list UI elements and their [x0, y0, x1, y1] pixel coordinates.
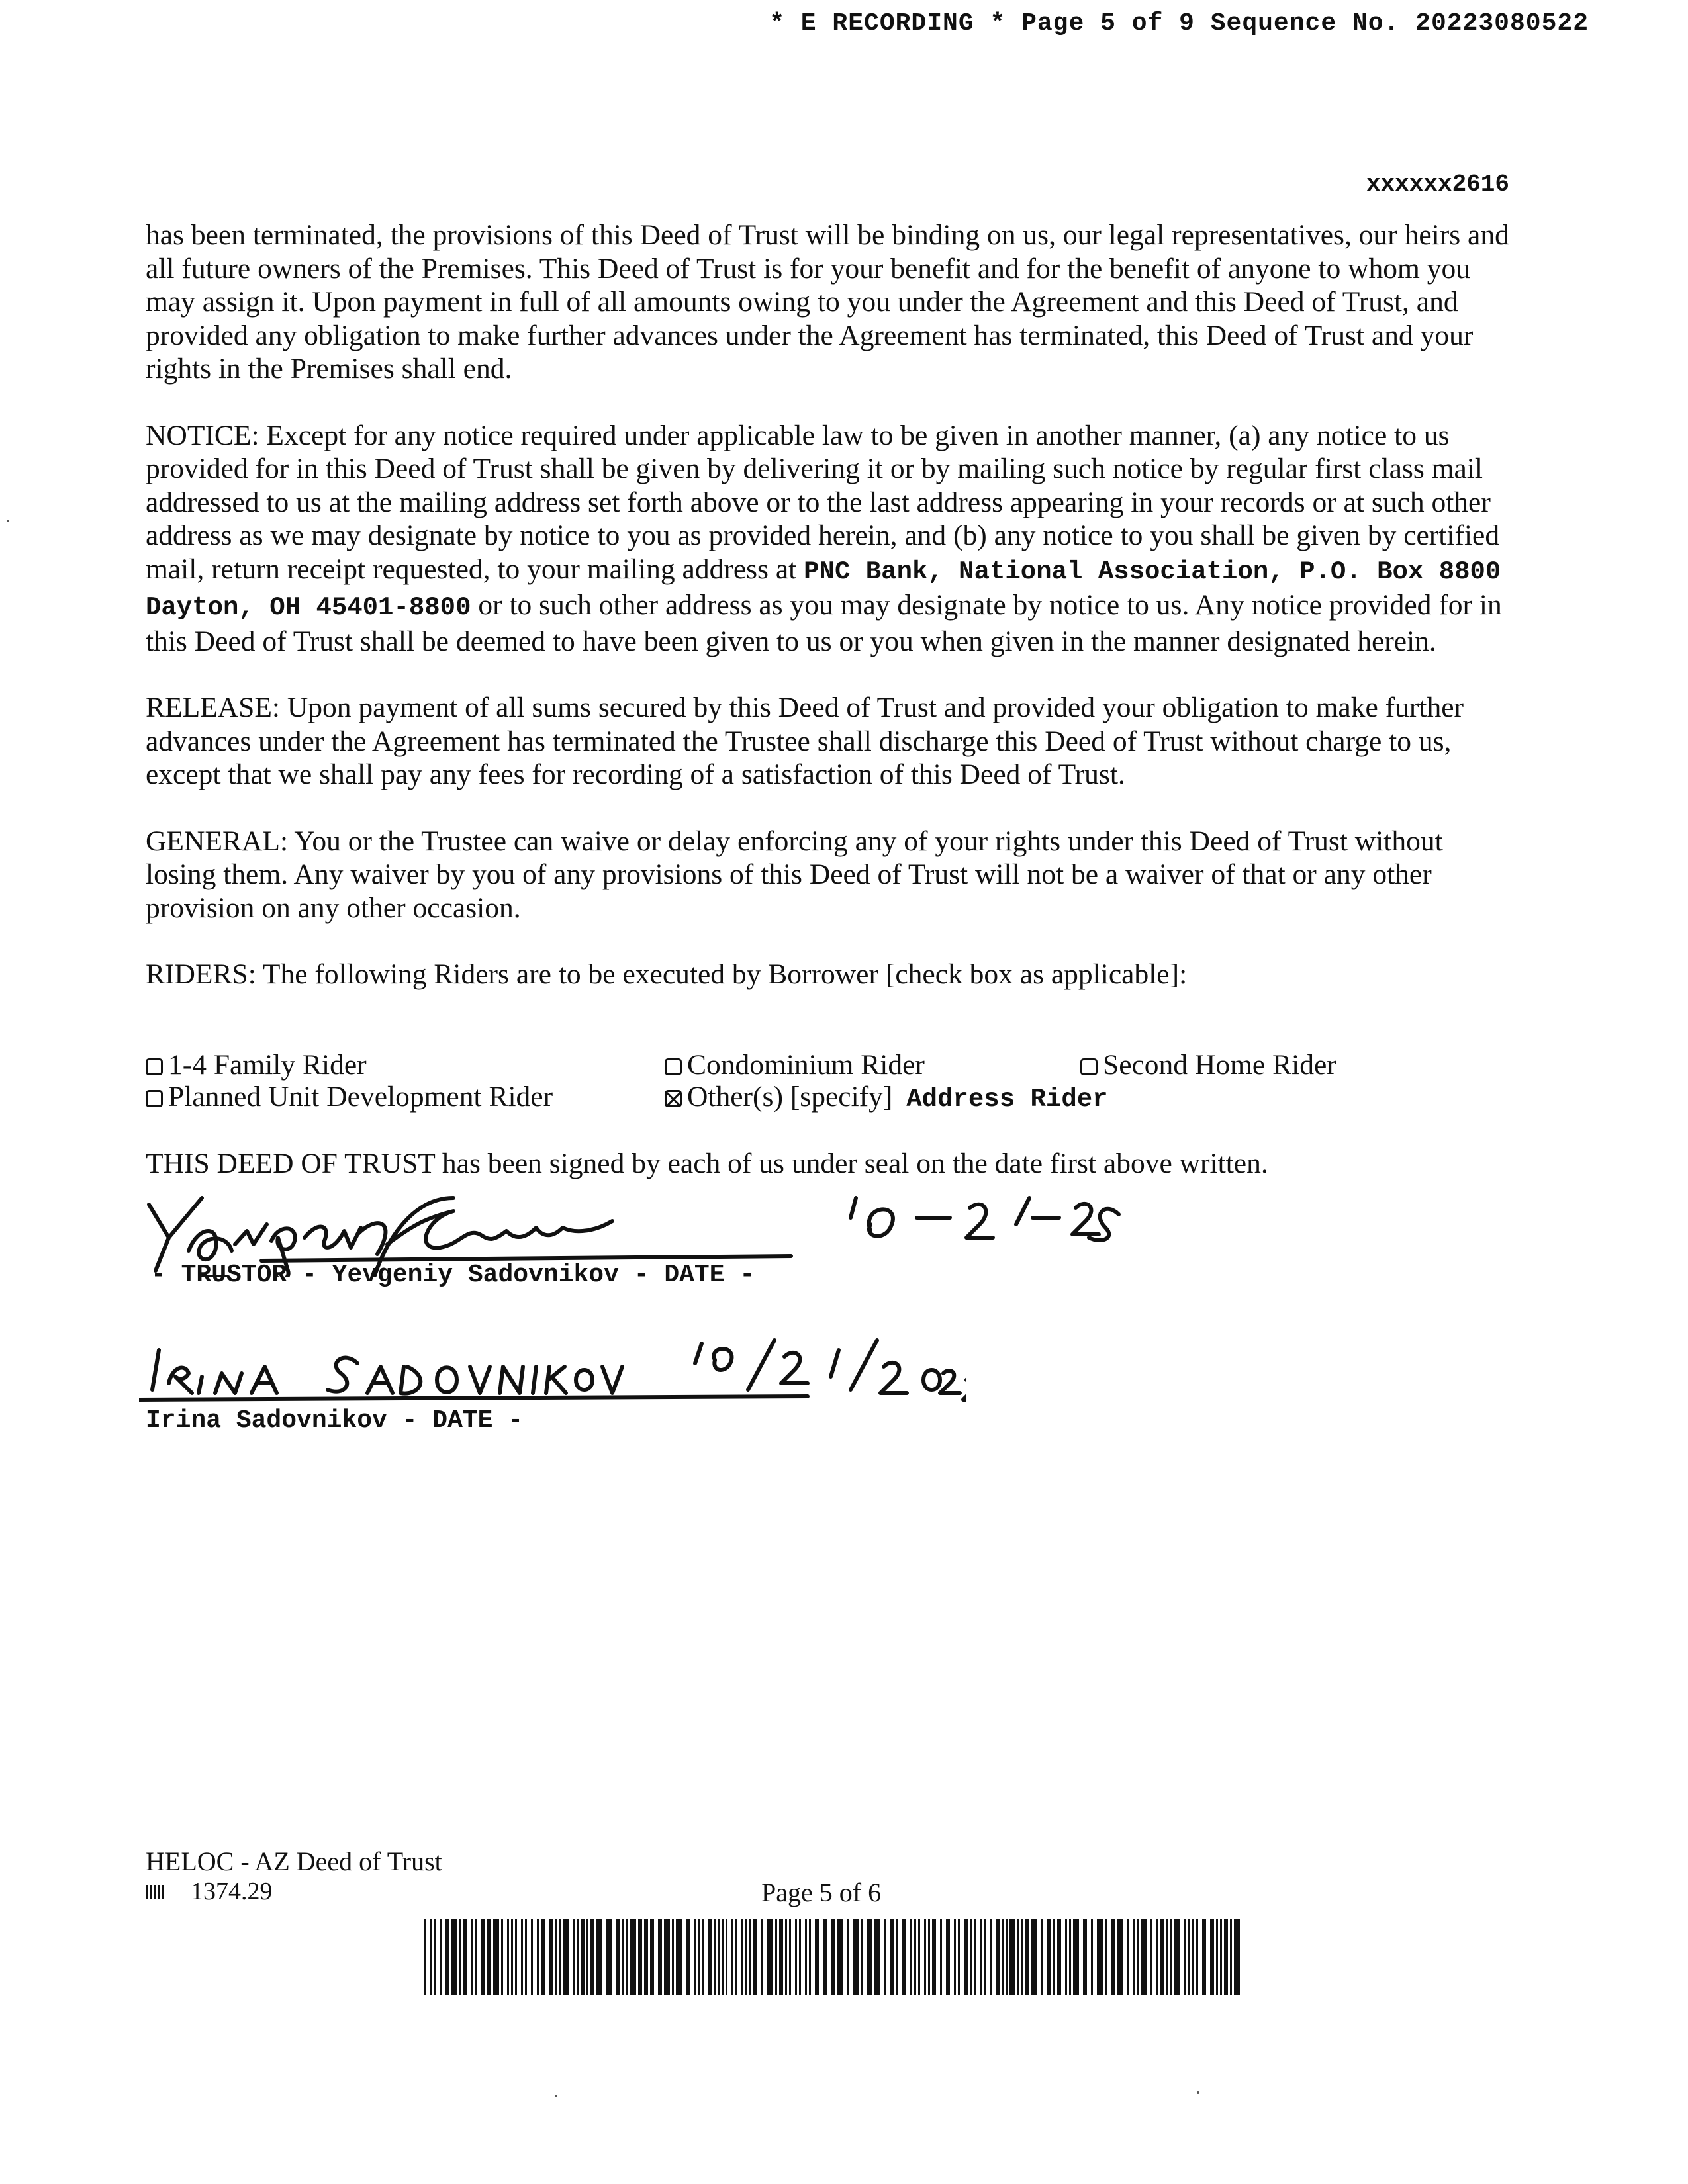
barcode-bar: [606, 1919, 612, 1995]
checkbox-icon[interactable]: [665, 1058, 682, 1075]
barcode-bar: [1202, 1919, 1206, 1995]
continuation-paragraph: has been terminated, the provisions of this Deed of Trust will be binding on us, our legal representatives, our heirs and all future owners of the Premises. This Deed of Trust is for your benefit and for the benefit of anyone to whom you may assign it. Upon payment in full of all amounts owing to you under the Agreement and this Deed of Trust, and provided any obligation to make further advances under the Agreement has terminated, this Deed of Trust and your rights in the Premises shall end.: [146, 219, 1509, 385]
barcode-bar: [440, 1919, 442, 1995]
barcode-bar: [1091, 1919, 1093, 1995]
barcode-bar: [1160, 1919, 1164, 1995]
barcode-bar: [586, 1919, 588, 1995]
trustor-1-signature-label: - TRUSTOR - Yevgeniy Sadovnikov - DATE -: [151, 1261, 755, 1289]
form-title: HELOC - AZ Deed of Trust: [146, 1846, 442, 1876]
barcode-bar: [650, 1919, 654, 1995]
barcode-bar: [785, 1919, 787, 1995]
barcode-bar: [541, 1919, 545, 1995]
barcode-bar: [694, 1919, 696, 1995]
barcode-bar: [515, 1919, 517, 1995]
barcode-bar: [749, 1919, 751, 1995]
barcode-bar: [970, 1919, 972, 1995]
barcode-bar: [1117, 1919, 1123, 1995]
barcode-bar: [1141, 1919, 1147, 1995]
barcode-bar: [1047, 1919, 1051, 1995]
barcode-bar: [980, 1919, 982, 1995]
barcode-bar: [996, 1919, 1000, 1995]
barcode-bar: [1097, 1919, 1103, 1995]
barcode-bar: [815, 1919, 819, 1995]
barcode-bar: [1224, 1919, 1228, 1995]
barcode-bar: [672, 1919, 674, 1995]
barcode-bar: [964, 1919, 968, 1995]
barcode-bar: [1065, 1919, 1067, 1995]
barcode-bar: [799, 1919, 801, 1995]
barcode-bar: [890, 1919, 894, 1995]
barcode-bar: [434, 1919, 436, 1995]
barcode-bar: [1073, 1919, 1079, 1995]
barcode-bar: [1057, 1919, 1061, 1995]
barcode-bar: [1137, 1919, 1139, 1995]
barcode-bar: [1021, 1919, 1023, 1995]
barcode-bar: [902, 1919, 906, 1995]
barcode-bar: [823, 1919, 827, 1995]
notice-text-part1: NOTICE: Except for any notice required under applicable law to be given in another manner, (a) any notice to us provided for in this Deed of Trust shall be given by delivering it or by mailing such notice by regular first class mail addressed to us at the mailing address set forth above or to the last address appearing in your records or at such other address as we may designate by notice to you as provided herein, and (b) any notice to you shall be given by certified mail, return receipt requested, to your mailing address at: [146, 419, 1500, 585]
barcode-bar: [924, 1919, 926, 1995]
scan-speck: [1197, 2091, 1199, 2094]
scan-speck: [555, 2095, 557, 2097]
barcode-bar: [493, 1919, 499, 1995]
barcode-bar: [1083, 1919, 1087, 1995]
barcode-bar: [1210, 1919, 1214, 1995]
barcode-bar: [686, 1919, 690, 1995]
barcode-bar: [731, 1919, 733, 1995]
document-barcode: [421, 1919, 1242, 1995]
barcode-bar: [537, 1919, 539, 1995]
barcode-bar: [745, 1919, 747, 1995]
barcode-bar: [946, 1919, 950, 1995]
form-code-mark-icon: [146, 1885, 164, 1899]
barcode-bar: [525, 1919, 527, 1995]
barcode-bar: [753, 1919, 757, 1995]
barcode-bar: [837, 1919, 843, 1995]
barcode-bar: [475, 1919, 477, 1995]
barcode-bar: [1170, 1919, 1172, 1995]
notice-mailing-address: PNC Bank, National Association, P.O. Box 8800 Dayton, OH 45401-8800: [146, 557, 1501, 622]
barcode-bar: [1133, 1919, 1135, 1995]
barcode-bar: [847, 1919, 849, 1995]
rider-label: Condominium Rider: [687, 1049, 925, 1081]
rider-second-home[interactable]: [1080, 1049, 1336, 1081]
barcode-bar: [779, 1919, 783, 1995]
barcode-bar: [1006, 1919, 1008, 1995]
release-paragraph: RELEASE: Upon payment of all sums secured by this Deed of Trust and provided your obligation to make further advances under the Agreement has terminated the Trustee shall discharge this Deed of Trust without charge to us, except that we shall pay any fees for recording of a satisfaction of this Deed of Trust.: [146, 692, 1464, 790]
document-body: [146, 218, 1509, 1024]
barcode-bar: [932, 1919, 936, 1995]
barcode-bar: [430, 1919, 432, 1995]
barcode-bar: [1031, 1919, 1037, 1995]
barcode-bar: [805, 1919, 807, 1995]
checkbox-icon[interactable]: [1080, 1058, 1098, 1075]
barcode-bar: [910, 1919, 912, 1995]
barcode-bar: [1196, 1919, 1198, 1995]
notice-text-part2: or to such other address as you may designate by notice to us. Any notice provided for in this Deed of Trust shall be deemed to have been given to us or you when given in the manner designated herein.: [146, 589, 1502, 657]
barcode-bar: [958, 1919, 960, 1995]
riders-intro: RIDERS: The following Riders are to be executed by Borrower [check box as applicable]:: [146, 958, 1188, 990]
barcode-bar: [1234, 1919, 1240, 1995]
rider-label: Planned Unit Development Rider: [168, 1081, 553, 1113]
barcode-bar: [1041, 1919, 1043, 1995]
loan-reference-number: xxxxxx2616: [1366, 171, 1509, 198]
barcode-bar: [622, 1919, 624, 1995]
scan-speck: [7, 520, 9, 522]
barcode-bar: [928, 1919, 930, 1995]
barcode-bar: [1009, 1919, 1015, 1995]
barcode-bar: [795, 1919, 797, 1995]
barcode-bar: [702, 1919, 704, 1995]
barcode-bar: [918, 1919, 920, 1995]
barcode-bar: [424, 1919, 426, 1995]
barcode-bar: [708, 1919, 712, 1995]
barcode-bar: [577, 1919, 579, 1995]
barcode-bar: [521, 1919, 523, 1995]
barcode-bar: [718, 1919, 720, 1995]
barcode-bar: [445, 1919, 449, 1995]
barcode-bar: [990, 1919, 992, 1995]
barcode-bar: [1156, 1919, 1158, 1995]
barcode-bar: [940, 1919, 942, 1995]
barcode-bar: [741, 1919, 743, 1995]
rider-condominium[interactable]: [665, 1049, 925, 1081]
barcode-bar: [735, 1919, 737, 1995]
barcode-bar: [831, 1919, 835, 1995]
barcode-bar: [481, 1919, 485, 1995]
barcode-bar: [1002, 1919, 1004, 1995]
form-code-value: 1374.29: [191, 1878, 273, 1905]
barcode-bar: [914, 1919, 916, 1995]
barcode-bar: [1192, 1919, 1194, 1995]
barcode-bar: [596, 1919, 602, 1995]
barcode-bar: [549, 1919, 553, 1995]
page-number: Page 5 of 6: [761, 1878, 882, 1907]
barcode-bar: [590, 1919, 594, 1995]
checkbox-icon[interactable]: [146, 1058, 163, 1075]
barcode-bar: [896, 1919, 898, 1995]
rider-label: Second Home Rider: [1103, 1049, 1336, 1081]
signed-statement: THIS DEED OF TRUST has been signed by each of us under seal on the date first above written.: [146, 1148, 1268, 1179]
barcode-bar: [616, 1919, 620, 1995]
barcode-bar: [658, 1919, 662, 1995]
barcode-bar: [507, 1919, 509, 1995]
barcode-bar: [1150, 1919, 1152, 1995]
form-code: [146, 1877, 273, 1906]
barcode-bar: [874, 1919, 880, 1995]
barcode-bar: [463, 1919, 467, 1995]
rider-1-4-family[interactable]: [146, 1049, 367, 1081]
barcode-bar: [1188, 1919, 1190, 1995]
rider-label: 1-4 Family Rider: [168, 1049, 367, 1081]
general-paragraph: GENERAL: You or the Trustee can waive or delay enforcing any of your rights under this Deed of Trust without losing them. Any waiver by you of any provisions of this Deed of Trust will not be a waiver of that or any other provision on any other occasion.: [146, 825, 1443, 924]
barcode-bar: [1111, 1919, 1115, 1995]
checked-checkbox-icon[interactable]: [665, 1090, 682, 1107]
checkbox-icon[interactable]: [146, 1090, 163, 1107]
barcode-bar: [984, 1919, 986, 1995]
barcode-bar: [581, 1919, 585, 1995]
barcode-bar: [809, 1919, 811, 1995]
barcode-bar: [573, 1919, 575, 1995]
barcode-bar: [767, 1919, 773, 1995]
notice-paragraph: [146, 419, 1509, 659]
trustor-2-signature-label: Irina Sadovnikov - DATE -: [146, 1406, 524, 1435]
barcode-bar: [676, 1919, 682, 1995]
barcode-bar: [1174, 1919, 1180, 1995]
barcode-bar: [954, 1919, 956, 1995]
barcode-bar: [775, 1919, 777, 1995]
barcode-bar: [1216, 1919, 1218, 1995]
barcode-bar: [714, 1919, 716, 1995]
barcode-bar: [451, 1919, 457, 1995]
barcode-bar: [698, 1919, 700, 1995]
barcode-bar: [511, 1919, 513, 1995]
barcode-bar: [1053, 1919, 1055, 1995]
barcode-bar: [1069, 1919, 1071, 1995]
barcode-bar: [1220, 1919, 1222, 1995]
barcode-bar: [638, 1919, 642, 1995]
barcode-bar: [1184, 1919, 1186, 1995]
barcode-bar: [531, 1919, 533, 1995]
barcode-bar: [630, 1919, 636, 1995]
barcode-bar: [501, 1919, 503, 1995]
barcode-bar: [1017, 1919, 1019, 1995]
barcode-bar: [471, 1919, 473, 1995]
rider-other-specified: Address Rider: [906, 1085, 1108, 1114]
barcode-bar: [459, 1919, 461, 1995]
barcode-bar: [487, 1919, 491, 1995]
barcode-bar: [867, 1919, 872, 1995]
barcode-bar: [1025, 1919, 1029, 1995]
barcode-bar: [722, 1919, 724, 1995]
barcode-bar: [555, 1919, 557, 1995]
barcode-bar: [789, 1919, 791, 1995]
barcode-bar: [726, 1919, 727, 1995]
barcode-bar: [1166, 1919, 1168, 1995]
trustor-2-signature: [139, 1337, 966, 1410]
barcode-bar: [761, 1919, 763, 1995]
barcode-bar: [626, 1919, 628, 1995]
rider-other[interactable]: [665, 1081, 1108, 1115]
barcode-bar: [559, 1919, 561, 1995]
barcode-bar: [884, 1919, 886, 1995]
rider-planned-unit-development[interactable]: [146, 1081, 553, 1113]
barcode-bar: [853, 1919, 859, 1995]
recording-header: * E RECORDING * Page 5 of 9 Sequence No. 20223080522: [769, 9, 1589, 38]
barcode-bar: [1105, 1919, 1107, 1995]
barcode-bar: [1127, 1919, 1129, 1995]
barcode-bar: [563, 1919, 569, 1995]
barcode-bar: [664, 1919, 670, 1995]
barcode-bar: [1230, 1919, 1232, 1995]
rider-label: Other(s) [specify]: [687, 1081, 893, 1113]
barcode-bar: [644, 1919, 648, 1995]
barcode-bar: [974, 1919, 976, 1995]
barcode-bar: [861, 1919, 863, 1995]
